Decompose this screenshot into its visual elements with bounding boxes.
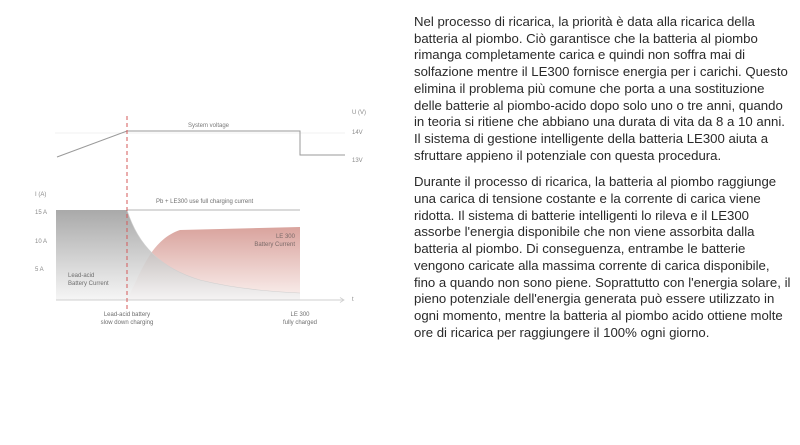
leadacid-current-label-2: Battery Current [68,281,109,287]
le300-current-label-1: LE 300 [275,234,295,240]
full-current-label: Pb + LE300 use full charging current [156,199,254,205]
le300-current-label-2: Battery Current [254,242,295,248]
system-voltage-label: System voltage [188,123,230,129]
leadacid-current-label-1: Lead-acid [68,273,95,279]
time-axis-label: t [352,297,354,303]
marker2-label-1: LE 300 [290,312,310,318]
marker1-label-1: Lead-acid battery [103,312,151,318]
current-axis-label: I (A) [35,192,47,198]
marker1-label-2: slow down charging [100,320,154,326]
description-text [414,14,794,351]
marker2-label-2: fully charged [282,320,318,326]
tick-5a: 5 A [35,267,44,273]
system-voltage-line [57,131,345,157]
paragraph-2: Durante il processo di ricarica, la batteria al piombo raggiunge una carica di tensione costante e la corrente di carica viene ridotta. Il sistema di batterie intelligenti lo rileva e il LE300 assorbe l'energia disponibile che non viene assorbita dalla batteria al piombo. Di conseguenza, entrambe le batterie vengono caricate alla massima corrente di carica disponibile, fino a quando non sono piene. Soprattutto con l'energia solare, il pieno potenziale dell'energia generata può essere utilizzato in ogni momento, mentre la batteria al piombo acido ottiene molte ore di ricarica per raggiungere il 100% ogni giorno. [414,174,791,340]
tick-13v: 13V [352,158,363,164]
tick-15a: 15 A [35,210,48,216]
paragraph-1: Nel processo di ricarica, la priorità è data alla ricarica della batteria al piombo. Ciò garantisce che la batteria al piombo rimanga completamente carica e quindi non soffra mai di solfazione mentre il LE300 fornisce energia per i carichi. Questo elimina il problema più comune che porta a una sostituzione delle batterie al piombo-acido dopo solo uno o tre anni, quando in teoria si ritiene che abbiano una durata di vita da 8 a 10 anni. Il sistema di gestione intelligente della batteria LE300 aiuta a sfruttare appieno il potenziale con questa procedura. [414,14,788,163]
voltage-axis-label: U (V) [352,110,366,116]
tick-10a: 10 A [35,239,48,245]
tick-14v: 14V [352,130,363,136]
